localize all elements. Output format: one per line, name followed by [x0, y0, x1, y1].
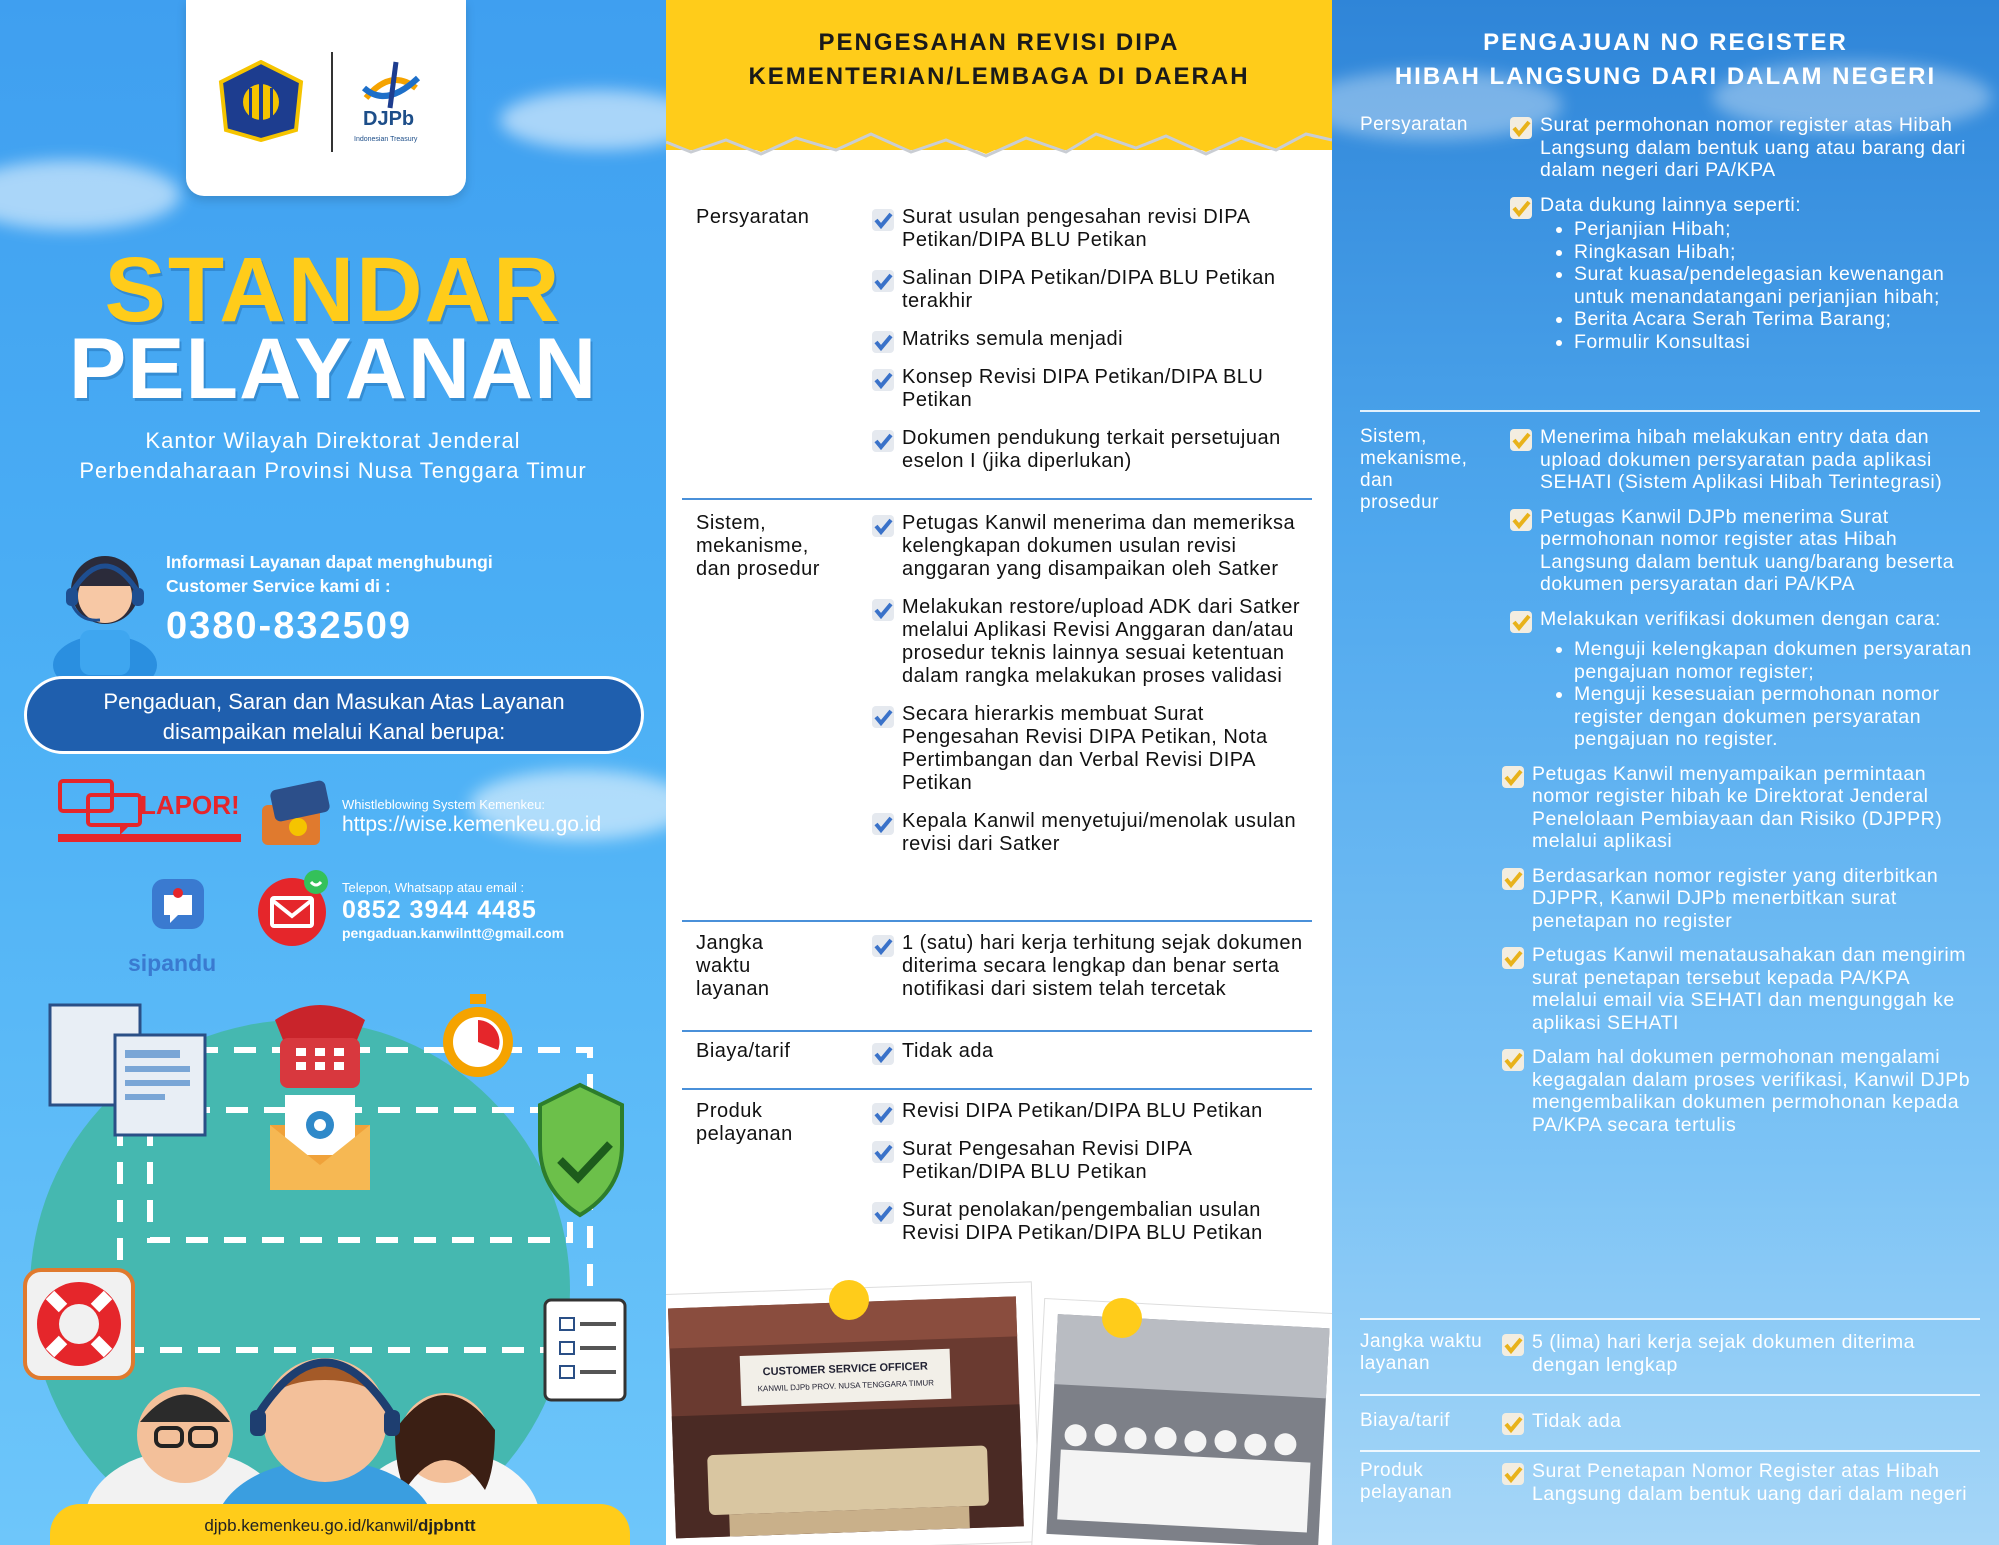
row-label: Produk pelayanan: [1360, 1460, 1453, 1503]
list-item: [872, 1100, 1312, 1123]
list-item: [872, 1138, 1312, 1184]
lapor-label[interactable]: LAPOR!: [140, 790, 240, 820]
footer-url-bold: djpbntt: [417, 1516, 476, 1535]
row-label: Sistem, mekanisme, dan prosedur: [696, 512, 820, 580]
check-icon: [872, 1202, 894, 1224]
photo-pin: [829, 1280, 869, 1320]
list-item: [1510, 506, 1980, 596]
list-item: [872, 366, 1312, 412]
right-panel: [1332, 0, 1999, 1545]
row-label: Biaya/tarif: [696, 1040, 791, 1062]
item-text: Petugas Kanwil menatausahakan dan mengirim surat penetapan tersebut kepada PA/KPA melalui email via SEHATI dan mengunggah ke aplikasi SEHATI: [1532, 944, 1966, 1034]
row-label: Sistem, mekanisme, dan prosedur: [1360, 426, 1468, 513]
item-text: Kepala Kanwil menyetujui/menolak usulan revisi dari Satker: [902, 810, 1297, 855]
complaint-channel-banner: [24, 676, 644, 754]
complaint-line: Pengaduan, Saran dan Masukan Atas Layanan: [103, 689, 565, 714]
title-standar: STANDAR: [104, 239, 562, 341]
list-item: [1502, 1410, 1972, 1433]
check-icon: [872, 331, 894, 353]
check-icon: [872, 369, 894, 391]
check-icon: [1502, 868, 1524, 890]
check-icon: [872, 1103, 894, 1125]
row-label: Persyaratan: [1360, 114, 1468, 135]
list-item: [1510, 608, 1980, 751]
lifebuoy-icon: [25, 1270, 133, 1378]
list-item: [1502, 1046, 1980, 1136]
sipandu-logo-icon: [150, 875, 206, 935]
list-item: [872, 1199, 1312, 1245]
wise-label: Whistleblowing System Kemenkeu:: [342, 797, 546, 812]
row-label: Produk pelayanan: [696, 1100, 793, 1145]
item-text: Tidak ada: [1532, 1410, 1622, 1432]
djpb-logo-text: DJPb: [363, 108, 415, 130]
list-item: [872, 1040, 1312, 1063]
sub-list-item: • Menguji kelengkapan dokumen persyaratan pengajuan nomor register;: [1574, 638, 1980, 683]
middle-title-line: KEMENTERIAN/LEMBAGA DI DAERAH: [748, 63, 1250, 90]
item-text: 1 (satu) hari kerja terhitung sejak dokumen diterima secara lengkap dan benar serta notifikasi dari sistem telah tercetak: [902, 932, 1303, 1000]
check-icon: [1510, 429, 1532, 451]
photo-pin: [1102, 1298, 1142, 1338]
photo-staff-group: [1032, 1298, 1332, 1545]
torn-paper-edge: [666, 110, 1332, 170]
item-text: Petugas Kanwil menerima dan memeriksa kelengkapan dokumen usulan revisi anggaran yang disampaikan oleh Satker: [902, 512, 1296, 580]
envelope-gear-icon: [270, 1095, 370, 1190]
middle-panel: [666, 0, 1332, 1545]
check-icon: [1510, 117, 1532, 139]
row-label: Persyaratan: [696, 206, 810, 228]
item-text: Salinan DIPA Petikan/DIPA BLU Petikan terakhir: [902, 267, 1276, 312]
subtitle-line: Kantor Wilayah Direktorat Jenderal: [145, 428, 521, 453]
info-text: [166, 550, 493, 598]
list-item: [1502, 763, 1980, 853]
row-label: Jangka waktu layanan: [696, 932, 770, 1000]
check-icon: [1510, 611, 1532, 633]
info-line: Informasi Layanan dapat menghubungi: [166, 552, 493, 572]
list-item: [872, 932, 1312, 1001]
item-text: Data dukung lainnya seperti:: [1540, 193, 1802, 216]
item-text: Menerima hibah melakukan entry data dan upload dokumen persyaratan pada aplikasi SEHATI (Sistem Aplikasi Hibah Terintegrasi): [1540, 426, 1943, 493]
sipandu-label[interactable]: sipandu: [128, 950, 217, 976]
item-text: Petugas Kanwil DJPb menerima Surat permohonan nomor register atas Hibah Langsung dalam bentuk uang/barang beserta dokumen persyaratan dari PA/KPA: [1540, 505, 1955, 595]
whistleblowing-icon: [258, 775, 336, 849]
item-text: Melakukan verifikasi dokumen dengan cara:: [1540, 607, 1941, 630]
check-icon: [1502, 1413, 1524, 1435]
logo-divider: [331, 52, 333, 152]
check-icon: [872, 706, 894, 728]
wise-link[interactable]: https://wise.kemenkeu.go.id: [342, 813, 602, 836]
list-item: [1502, 1460, 1972, 1505]
row-label: Jangka waktu layanan: [1360, 1331, 1483, 1374]
check-icon: [1510, 509, 1532, 531]
list-item: [1510, 426, 1980, 494]
check-icon: [1502, 1049, 1524, 1071]
item-text: Petugas Kanwil menyampaikan permintaan nomor register hibah ke Direktorat Jenderal Penelolaan Pembiayaan dan Risiko (DJPPR) melalui aplikasi: [1532, 762, 1943, 852]
item-text: Dalam hal dokumen permohonan mengalami kegagalan dalam proses verifikasi, Kanwil DJPb mengembalikan dokumen permohonan kepada PA/KPA secara tertulis: [1532, 1046, 1971, 1136]
item-text: Tidak ada: [902, 1040, 994, 1062]
row-divider: [1360, 1318, 1980, 1320]
row-divider: [682, 920, 1312, 922]
check-icon: [872, 599, 894, 621]
right-title-line: PENGAJUAN NO REGISTER: [1483, 29, 1848, 56]
sub-list-item: • Surat kuasa/pendelegasian kewenangan untuk menandatangani perjanjian hibah;: [1574, 263, 1980, 308]
list-item: [1502, 865, 1980, 933]
check-icon: [1502, 1334, 1524, 1356]
complaint-line: disampaikan melalui Kanal berupa:: [162, 719, 506, 744]
item-text: Surat Pengesahan Revisi DIPA Petikan/DIPA BLU Petikan: [902, 1138, 1192, 1183]
item-text: Surat Penetapan Nomor Register atas Hibah Langsung dalam bentuk uang dari dalam negeri: [1532, 1460, 1968, 1505]
subtitle-line: Perbendaharaan Provinsi Nusa Tenggara Timur: [79, 458, 587, 483]
row-divider: [1360, 1450, 1980, 1452]
item-text: Berdasarkan nomor register yang diterbitkan DJPPR, Kanwil DJPb menerbitkan surat penetapan no register: [1532, 864, 1939, 932]
list-item: [1502, 944, 1980, 1034]
check-icon: [1502, 1463, 1524, 1485]
list-item: [872, 596, 1312, 688]
sub-list: [1540, 218, 1980, 353]
item-text: Dokumen pendukung terkait persetujuan eselon I (jika diperlukan): [902, 427, 1281, 472]
list-item: [872, 810, 1312, 856]
item-text: Matriks semula menjadi: [902, 328, 1124, 350]
checklist-icon: [545, 1300, 625, 1400]
right-title-line: HIBAH LANGSUNG DARI DALAM NEGERI: [1394, 63, 1937, 90]
item-text: Surat permohonan nomor register atas Hibah Langsung dalam bentuk uang atau barang dari dalam negeri dari PA/KPA: [1540, 114, 1966, 181]
list-item: [872, 267, 1312, 313]
stopwatch-icon: [443, 994, 513, 1077]
list-item: [1502, 1331, 1972, 1376]
check-icon: [872, 515, 894, 537]
photo-customer-service-desk: [666, 1282, 1040, 1545]
footer-url-prefix: djpb.kemenkeu.go.id/kanwil/: [204, 1516, 418, 1535]
sub-list-item: • Formulir Konsultasi: [1574, 331, 1980, 354]
list-item: [1510, 194, 1980, 354]
check-icon: [872, 430, 894, 452]
right-title: [1332, 26, 1999, 94]
list-item: [1510, 114, 1980, 182]
item-text: Secara hierarkis membuat Surat Pengesahan Revisi DIPA Petikan, Nota Pertimbangan dan Verbal Revisi DIPA Petikan: [902, 703, 1268, 794]
row-label: Biaya/tarif: [1360, 1410, 1450, 1431]
list-item: [872, 427, 1312, 473]
office-photos: [666, 1270, 1332, 1545]
row-divider: [682, 498, 1312, 500]
contact-email-link[interactable]: pengaduan.kanwilntt@gmail.com: [342, 925, 565, 941]
info-line: Customer Service kami di :: [166, 576, 391, 596]
item-text: Melakukan restore/upload ADK dari Satker melalui Aplikasi Revisi Anggaran dan/atau prosedur teknis lainnya sesuai ketentuan dalam rangka melakukan proses validasi: [902, 596, 1300, 687]
sub-list-item: • Menguji kesesuaian permohonan nomor register dengan dokumen persyaratan pengajuan no register.: [1574, 683, 1980, 751]
check-icon: [1502, 947, 1524, 969]
cloud-decoration: [500, 90, 666, 150]
row-divider: [682, 1030, 1312, 1032]
sub-list-item: • Berita Acara Serah Terima Barang;: [1574, 308, 1980, 331]
documents-icon: [50, 1005, 205, 1135]
website-footer[interactable]: [50, 1504, 630, 1545]
photo-sign-line1: CUSTOMER SERVICE OFFICER: [762, 1360, 929, 1379]
list-item: [872, 512, 1312, 581]
djpb-logo-icon: [356, 58, 426, 112]
check-icon: [872, 1043, 894, 1065]
middle-title-line: PENGESAHAN REVISI DIPA: [818, 29, 1180, 56]
customer-service-agent-icon: [50, 530, 160, 680]
item-text: 5 (lima) hari kerja sejak dokumen diterima dengan lengkap: [1532, 1331, 1915, 1376]
item-text: Revisi DIPA Petikan/DIPA BLU Petikan: [902, 1100, 1263, 1122]
list-item: [872, 703, 1312, 795]
cloud-decoration: [0, 160, 180, 230]
item-text: Surat penolakan/pengembalian usulan Revisi DIPA Petikan/DIPA BLU Petikan: [902, 1199, 1263, 1244]
check-icon: [1510, 197, 1532, 219]
middle-title: [666, 26, 1332, 94]
row-divider: [1360, 410, 1980, 412]
contact-phone-number[interactable]: 0852 3944 4485: [342, 896, 537, 924]
check-icon: [872, 209, 894, 231]
list-item: [872, 206, 1312, 252]
sub-list-item: • Perjanjian Hibah;: [1574, 218, 1980, 241]
email-icon: [254, 868, 334, 948]
check-icon: [872, 1141, 894, 1163]
check-icon: [1502, 766, 1524, 788]
cs-phone-number[interactable]: 0380-832509: [166, 605, 412, 647]
list-item: [872, 328, 1312, 351]
check-icon: [872, 813, 894, 835]
check-icon: [872, 935, 894, 957]
item-text: Surat usulan pengesahan revisi DIPA Petikan/DIPA BLU Petikan: [902, 206, 1250, 251]
lapor-underline: [58, 834, 241, 842]
sub-list: [1540, 638, 1980, 751]
title-pelayanan: PELAYANAN: [68, 321, 598, 417]
photo-sign-line2: KANWIL DJPb PROV. NUSA TENGGARA TIMUR: [757, 1378, 935, 1394]
kemenkeu-logo-icon: [216, 60, 306, 142]
djpb-logo-subtext: Indonesian Treasury: [354, 136, 418, 143]
row-divider: [1360, 1394, 1980, 1396]
item-text: Konsep Revisi DIPA Petikan/DIPA BLU Petikan: [902, 366, 1264, 411]
row-divider: [682, 1088, 1312, 1090]
service-illustration: [0, 960, 666, 1545]
contact-label: Telepon, Whatsapp atau email :: [342, 880, 525, 895]
office-subtitle: [20, 426, 646, 486]
telephone-icon: [275, 1005, 365, 1088]
left-panel: [0, 0, 666, 1545]
check-icon: [872, 270, 894, 292]
sub-list-item: • Ringkasan Hibah;: [1574, 241, 1980, 264]
logo-card: [186, 0, 466, 196]
